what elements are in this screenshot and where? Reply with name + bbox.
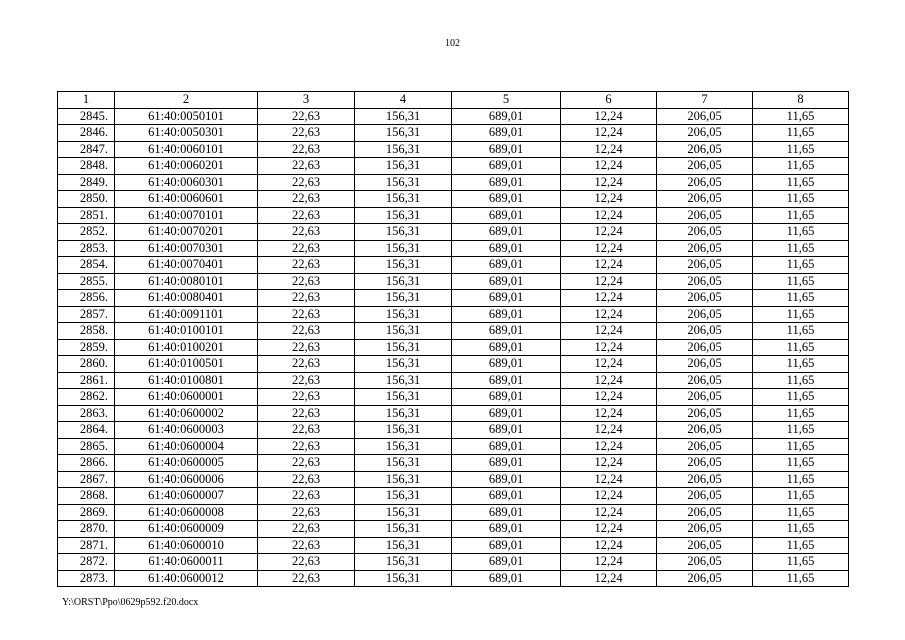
table-cell: 2852. (58, 224, 115, 241)
table-cell: 61:40:0600002 (115, 405, 258, 422)
table-cell: 11,65 (753, 273, 849, 290)
column-header: 1 (58, 92, 115, 109)
table-cell: 206,05 (657, 422, 753, 439)
table-cell: 689,01 (452, 554, 561, 571)
table-cell: 22,63 (258, 504, 355, 521)
table-cell: 156,31 (355, 108, 452, 125)
table-cell: 61:40:0070101 (115, 207, 258, 224)
table-cell: 61:40:0600011 (115, 554, 258, 571)
table-cell: 206,05 (657, 125, 753, 142)
table-cell: 156,31 (355, 455, 452, 472)
table-cell: 12,24 (561, 174, 657, 191)
table-cell: 156,31 (355, 125, 452, 142)
table-cell: 12,24 (561, 306, 657, 323)
table-cell: 11,65 (753, 141, 849, 158)
table-cell: 206,05 (657, 306, 753, 323)
table-cell: 22,63 (258, 191, 355, 208)
table-cell: 689,01 (452, 504, 561, 521)
table-cell: 689,01 (452, 158, 561, 175)
table-cell: 11,65 (753, 339, 849, 356)
table-cell: 689,01 (452, 207, 561, 224)
table-cell: 689,01 (452, 537, 561, 554)
table-cell: 61:40:0091101 (115, 306, 258, 323)
table-cell: 61:40:0600004 (115, 438, 258, 455)
table-row (58, 438, 849, 455)
table-cell: 689,01 (452, 273, 561, 290)
column-header: 8 (753, 92, 849, 109)
table-cell: 2865. (58, 438, 115, 455)
table-cell: 12,24 (561, 554, 657, 571)
table-cell: 61:40:0600007 (115, 488, 258, 505)
table-cell: 61:40:0100101 (115, 323, 258, 340)
table-cell: 12,24 (561, 323, 657, 340)
table-cell: 12,24 (561, 570, 657, 587)
table-cell: 22,63 (258, 405, 355, 422)
table-cell: 156,31 (355, 339, 452, 356)
column-header: 3 (258, 92, 355, 109)
table-cell: 2853. (58, 240, 115, 257)
table-cell: 2867. (58, 471, 115, 488)
table-cell: 12,24 (561, 488, 657, 505)
table-cell: 206,05 (657, 339, 753, 356)
table-cell: 2872. (58, 554, 115, 571)
table-row (58, 554, 849, 571)
table-cell: 206,05 (657, 537, 753, 554)
table-cell: 206,05 (657, 521, 753, 538)
page-number: 102 (445, 38, 460, 49)
data-table (57, 91, 849, 587)
table-cell: 156,31 (355, 389, 452, 406)
table-cell: 12,24 (561, 339, 657, 356)
table-cell: 22,63 (258, 455, 355, 472)
table-cell: 11,65 (753, 356, 849, 373)
table-cell: 22,63 (258, 108, 355, 125)
table-cell: 156,31 (355, 141, 452, 158)
table-cell: 2848. (58, 158, 115, 175)
table-cell: 689,01 (452, 438, 561, 455)
table-cell: 22,63 (258, 471, 355, 488)
table-cell: 206,05 (657, 488, 753, 505)
table-header-row (58, 92, 849, 109)
table-cell: 2850. (58, 191, 115, 208)
table-cell: 689,01 (452, 257, 561, 274)
table-row (58, 570, 849, 587)
table-cell: 206,05 (657, 207, 753, 224)
table-cell: 689,01 (452, 125, 561, 142)
table-cell: 11,65 (753, 257, 849, 274)
table-row (58, 290, 849, 307)
table-cell: 11,65 (753, 438, 849, 455)
table-cell: 206,05 (657, 323, 753, 340)
table-cell: 11,65 (753, 537, 849, 554)
table-cell: 22,63 (258, 372, 355, 389)
table-cell: 12,24 (561, 389, 657, 406)
table-row (58, 422, 849, 439)
table-cell: 12,24 (561, 141, 657, 158)
table-cell: 206,05 (657, 405, 753, 422)
table-row (58, 504, 849, 521)
table-cell: 156,31 (355, 191, 452, 208)
table-cell: 206,05 (657, 455, 753, 472)
table-cell: 2870. (58, 521, 115, 538)
table-cell: 12,24 (561, 438, 657, 455)
table-cell: 12,24 (561, 273, 657, 290)
table-cell: 11,65 (753, 191, 849, 208)
table-cell: 156,31 (355, 488, 452, 505)
table-cell: 22,63 (258, 141, 355, 158)
table-cell: 206,05 (657, 174, 753, 191)
table-row (58, 323, 849, 340)
table-cell: 2845. (58, 108, 115, 125)
table-cell: 689,01 (452, 405, 561, 422)
table-cell: 206,05 (657, 108, 753, 125)
table-cell: 11,65 (753, 521, 849, 538)
table-cell: 11,65 (753, 290, 849, 307)
table-cell: 206,05 (657, 158, 753, 175)
table-cell: 11,65 (753, 455, 849, 472)
footer-file-path: Y:\ORST\Ppo\0629p592.f20.docx (62, 597, 199, 608)
table-cell: 12,24 (561, 108, 657, 125)
table-body (58, 108, 849, 587)
table-row (58, 405, 849, 422)
table-row (58, 158, 849, 175)
table-cell: 689,01 (452, 224, 561, 241)
table-cell: 11,65 (753, 306, 849, 323)
table-cell: 61:40:0100801 (115, 372, 258, 389)
table-cell: 61:40:0080401 (115, 290, 258, 307)
table-cell: 61:40:0070301 (115, 240, 258, 257)
table-cell: 689,01 (452, 306, 561, 323)
table-cell: 156,31 (355, 570, 452, 587)
column-header: 4 (355, 92, 452, 109)
table-cell: 11,65 (753, 405, 849, 422)
table-cell: 156,31 (355, 158, 452, 175)
table-cell: 22,63 (258, 158, 355, 175)
table-cell: 12,24 (561, 158, 657, 175)
table-cell: 22,63 (258, 323, 355, 340)
table-cell: 11,65 (753, 224, 849, 241)
table-cell: 11,65 (753, 108, 849, 125)
table-cell: 2849. (58, 174, 115, 191)
table-cell: 61:40:0600006 (115, 471, 258, 488)
table-cell: 22,63 (258, 570, 355, 587)
table-cell: 12,24 (561, 207, 657, 224)
table-cell: 206,05 (657, 372, 753, 389)
table-cell: 689,01 (452, 521, 561, 538)
table-cell: 11,65 (753, 389, 849, 406)
table-cell: 22,63 (258, 273, 355, 290)
table-cell: 12,24 (561, 422, 657, 439)
table-row (58, 372, 849, 389)
table-cell: 11,65 (753, 158, 849, 175)
table-cell: 156,31 (355, 257, 452, 274)
table-cell: 206,05 (657, 570, 753, 587)
table-cell: 11,65 (753, 488, 849, 505)
table-row (58, 537, 849, 554)
table-cell: 689,01 (452, 323, 561, 340)
table-row (58, 257, 849, 274)
table-cell: 22,63 (258, 438, 355, 455)
table-cell: 156,31 (355, 438, 452, 455)
table-cell: 11,65 (753, 125, 849, 142)
table-cell: 689,01 (452, 339, 561, 356)
column-header: 7 (657, 92, 753, 109)
table-cell: 156,31 (355, 240, 452, 257)
table-cell: 12,24 (561, 537, 657, 554)
table-cell: 61:40:0050101 (115, 108, 258, 125)
table-cell: 22,63 (258, 521, 355, 538)
table-cell: 22,63 (258, 224, 355, 241)
table-cell: 2856. (58, 290, 115, 307)
table-row (58, 339, 849, 356)
table-cell: 2869. (58, 504, 115, 521)
column-header: 5 (452, 92, 561, 109)
table-cell: 206,05 (657, 438, 753, 455)
table-cell: 156,31 (355, 537, 452, 554)
table-cell: 689,01 (452, 356, 561, 373)
table-cell: 689,01 (452, 422, 561, 439)
table-cell: 11,65 (753, 570, 849, 587)
table-cell: 689,01 (452, 240, 561, 257)
table-row (58, 471, 849, 488)
table-row (58, 488, 849, 505)
table-row (58, 125, 849, 142)
table-cell: 61:40:0600008 (115, 504, 258, 521)
column-header: 2 (115, 92, 258, 109)
table-cell: 61:40:0600001 (115, 389, 258, 406)
table-cell: 61:40:0100501 (115, 356, 258, 373)
table-cell: 2854. (58, 257, 115, 274)
table-cell: 2868. (58, 488, 115, 505)
table-cell: 12,24 (561, 125, 657, 142)
table-cell: 12,24 (561, 521, 657, 538)
table-cell: 2862. (58, 389, 115, 406)
table-cell: 22,63 (258, 207, 355, 224)
table-cell: 12,24 (561, 405, 657, 422)
table-cell: 2871. (58, 537, 115, 554)
table-cell: 206,05 (657, 141, 753, 158)
table-cell: 2847. (58, 141, 115, 158)
table-cell: 2861. (58, 372, 115, 389)
table-cell: 156,31 (355, 323, 452, 340)
table-row (58, 224, 849, 241)
table-cell: 11,65 (753, 372, 849, 389)
table-cell: 156,31 (355, 372, 452, 389)
table-cell: 689,01 (452, 290, 561, 307)
table-cell: 206,05 (657, 389, 753, 406)
table-cell: 206,05 (657, 554, 753, 571)
table-cell: 689,01 (452, 108, 561, 125)
table-cell: 689,01 (452, 372, 561, 389)
table-cell: 61:40:0070201 (115, 224, 258, 241)
table-cell: 11,65 (753, 422, 849, 439)
table-row (58, 191, 849, 208)
table-row (58, 521, 849, 538)
table-cell: 22,63 (258, 174, 355, 191)
table-cell: 22,63 (258, 290, 355, 307)
table-cell: 22,63 (258, 389, 355, 406)
table-cell: 61:40:0600010 (115, 537, 258, 554)
table-cell: 11,65 (753, 323, 849, 340)
table-cell: 61:40:0600003 (115, 422, 258, 439)
table-cell: 11,65 (753, 471, 849, 488)
table-cell: 12,24 (561, 471, 657, 488)
table-cell: 206,05 (657, 240, 753, 257)
table-cell: 11,65 (753, 207, 849, 224)
table-row (58, 141, 849, 158)
table-cell: 61:40:0060601 (115, 191, 258, 208)
table-cell: 689,01 (452, 174, 561, 191)
table-cell: 689,01 (452, 488, 561, 505)
table-row (58, 389, 849, 406)
table-cell: 61:40:0070401 (115, 257, 258, 274)
table-cell: 22,63 (258, 306, 355, 323)
table-cell: 61:40:0080101 (115, 273, 258, 290)
table-row (58, 240, 849, 257)
table-cell: 22,63 (258, 240, 355, 257)
table-cell: 22,63 (258, 257, 355, 274)
table-cell: 12,24 (561, 240, 657, 257)
table-cell: 2858. (58, 323, 115, 340)
table-cell: 156,31 (355, 224, 452, 241)
table-cell: 11,65 (753, 554, 849, 571)
table-cell: 2860. (58, 356, 115, 373)
table-cell: 156,31 (355, 306, 452, 323)
table-cell: 156,31 (355, 554, 452, 571)
table-row (58, 356, 849, 373)
table-cell: 12,24 (561, 372, 657, 389)
table-cell: 22,63 (258, 422, 355, 439)
table-cell: 156,31 (355, 471, 452, 488)
table-cell: 22,63 (258, 554, 355, 571)
table-cell: 689,01 (452, 471, 561, 488)
table-cell: 689,01 (452, 141, 561, 158)
table-cell: 12,24 (561, 290, 657, 307)
table-cell: 156,31 (355, 521, 452, 538)
table-cell: 2863. (58, 405, 115, 422)
table-cell: 2864. (58, 422, 115, 439)
table-cell: 61:40:0600012 (115, 570, 258, 587)
table-cell: 22,63 (258, 537, 355, 554)
table-cell: 156,31 (355, 422, 452, 439)
table-cell: 156,31 (355, 504, 452, 521)
table-cell: 12,24 (561, 224, 657, 241)
table-cell: 156,31 (355, 174, 452, 191)
table-cell: 156,31 (355, 207, 452, 224)
table-cell: 61:40:0600005 (115, 455, 258, 472)
table-cell: 22,63 (258, 356, 355, 373)
table-cell: 2866. (58, 455, 115, 472)
table-cell: 689,01 (452, 389, 561, 406)
table-cell: 2859. (58, 339, 115, 356)
table-row (58, 108, 849, 125)
table-cell: 689,01 (452, 191, 561, 208)
table-cell: 2846. (58, 125, 115, 142)
table-row (58, 455, 849, 472)
table-cell: 12,24 (561, 455, 657, 472)
table-cell: 22,63 (258, 339, 355, 356)
table-row (58, 174, 849, 191)
table-cell: 689,01 (452, 455, 561, 472)
table-cell: 61:40:0060101 (115, 141, 258, 158)
table-cell: 206,05 (657, 471, 753, 488)
table-cell: 11,65 (753, 174, 849, 191)
table-row (58, 207, 849, 224)
table-cell: 11,65 (753, 240, 849, 257)
table-cell: 206,05 (657, 290, 753, 307)
table-cell: 206,05 (657, 257, 753, 274)
table-cell: 61:40:0050301 (115, 125, 258, 142)
table-cell: 156,31 (355, 356, 452, 373)
table-cell: 12,24 (561, 191, 657, 208)
table-cell: 61:40:0060301 (115, 174, 258, 191)
table-cell: 12,24 (561, 356, 657, 373)
table-cell: 206,05 (657, 224, 753, 241)
table-row (58, 306, 849, 323)
table-cell: 61:40:0600009 (115, 521, 258, 538)
table-cell: 12,24 (561, 504, 657, 521)
table-cell: 206,05 (657, 504, 753, 521)
table-cell: 2851. (58, 207, 115, 224)
table-cell: 689,01 (452, 570, 561, 587)
table-row (58, 273, 849, 290)
table-cell: 156,31 (355, 273, 452, 290)
table-cell: 2857. (58, 306, 115, 323)
table-cell: 206,05 (657, 356, 753, 373)
column-header: 6 (561, 92, 657, 109)
table-cell: 12,24 (561, 257, 657, 274)
table-cell: 2873. (58, 570, 115, 587)
table-cell: 61:40:0100201 (115, 339, 258, 356)
table-cell: 11,65 (753, 504, 849, 521)
table-cell: 206,05 (657, 191, 753, 208)
table-cell: 22,63 (258, 488, 355, 505)
table-cell: 2855. (58, 273, 115, 290)
table-cell: 22,63 (258, 125, 355, 142)
table-cell: 156,31 (355, 290, 452, 307)
table-cell: 206,05 (657, 273, 753, 290)
table-cell: 156,31 (355, 405, 452, 422)
table-cell: 61:40:0060201 (115, 158, 258, 175)
